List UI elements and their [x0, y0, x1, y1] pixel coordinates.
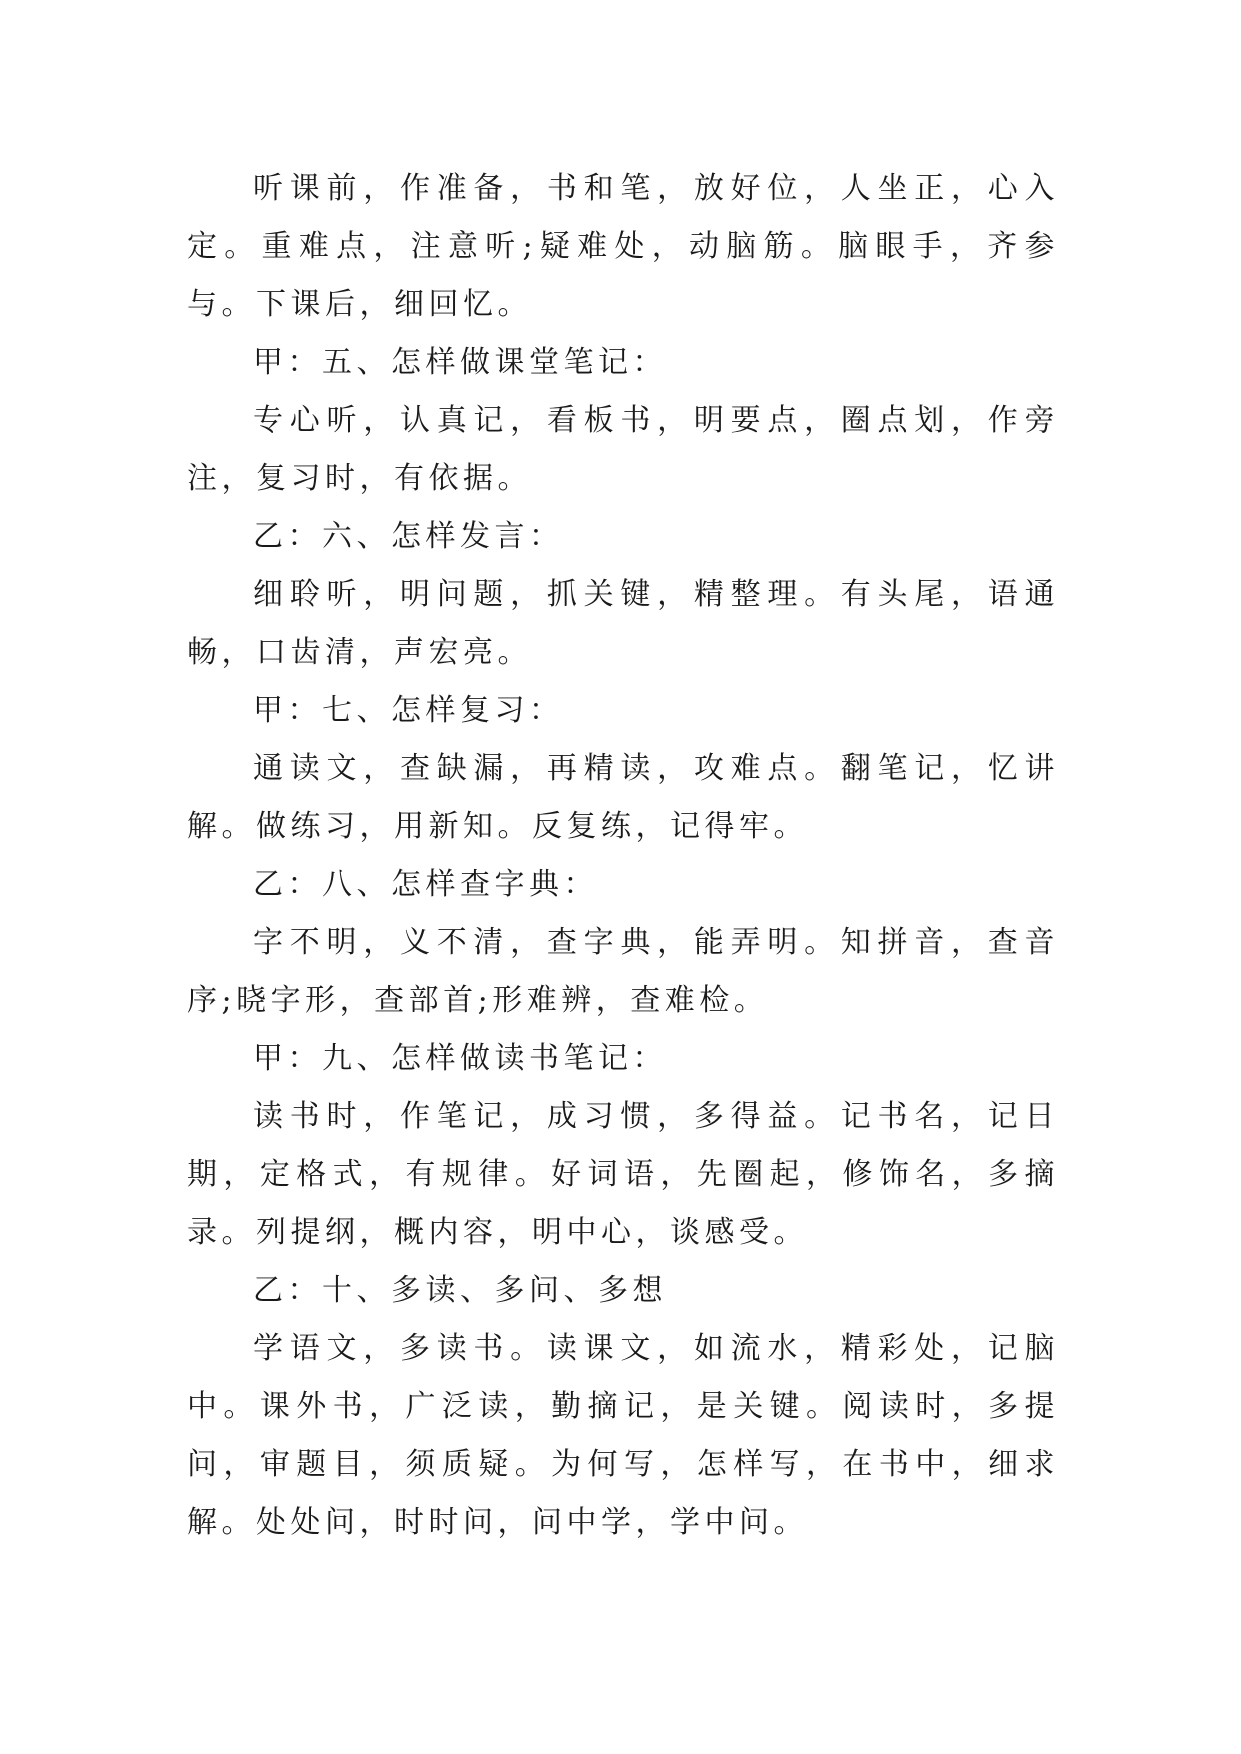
- paragraph-class-notes: 专心听，认真记，看板书，明要点，圈点划，作旁注，复习时，有依据。: [187, 403, 1059, 496]
- paragraph-reading-notes: 读书时，作笔记，成习惯，多得益。记书名，记日期，定格式，有规律。好词语，先圈起，修饰名，多摘录。列提纲，概内容，明中心，谈感受。: [187, 1099, 1059, 1250]
- heading-read-ask-think: 乙：十、多读、多问、多想: [253, 1273, 667, 1308]
- heading-dictionary: 乙：八、怎样查字典：: [253, 867, 598, 902]
- heading-speaking: 乙：六、怎样发言：: [253, 519, 564, 554]
- paragraph-read-ask-think: 学语文，多读书。读课文，如流水，精彩处，记脑中。课外书，广泛读，勤摘记，是关键。阅读时，多提问，审题目，须质疑。为何写，怎样写，在书中，细求解。处处问，时时问，问中学，学中问。: [187, 1331, 1059, 1540]
- paragraph-speaking: 细聆听，明问题，抓关键，精整理。有头尾，语通畅，口齿清，声宏亮。: [187, 577, 1059, 670]
- document-body: [187, 160, 1059, 1552]
- heading-class-notes: 甲：五、怎样做课堂笔记：: [253, 345, 667, 380]
- heading-review: 甲：七、怎样复习：: [253, 693, 564, 728]
- paragraph-dictionary: 字不明，义不清，查字典，能弄明。知拼音，查音序;晓字形，查部首;形难辨，查难检。: [187, 925, 1059, 1018]
- paragraph-listening: 听课前，作准备，书和笔，放好位，人坐正，心入定。重难点，注意听;疑难处，动脑筋。脑眼手，齐参与。下课后，细回忆。: [187, 171, 1059, 322]
- paragraph-review: 通读文，查缺漏，再精读，攻难点。翻笔记，忆讲解。做练习，用新知。反复练，记得牢。: [187, 751, 1059, 844]
- heading-reading-notes: 甲：九、怎样做读书笔记：: [253, 1041, 667, 1076]
